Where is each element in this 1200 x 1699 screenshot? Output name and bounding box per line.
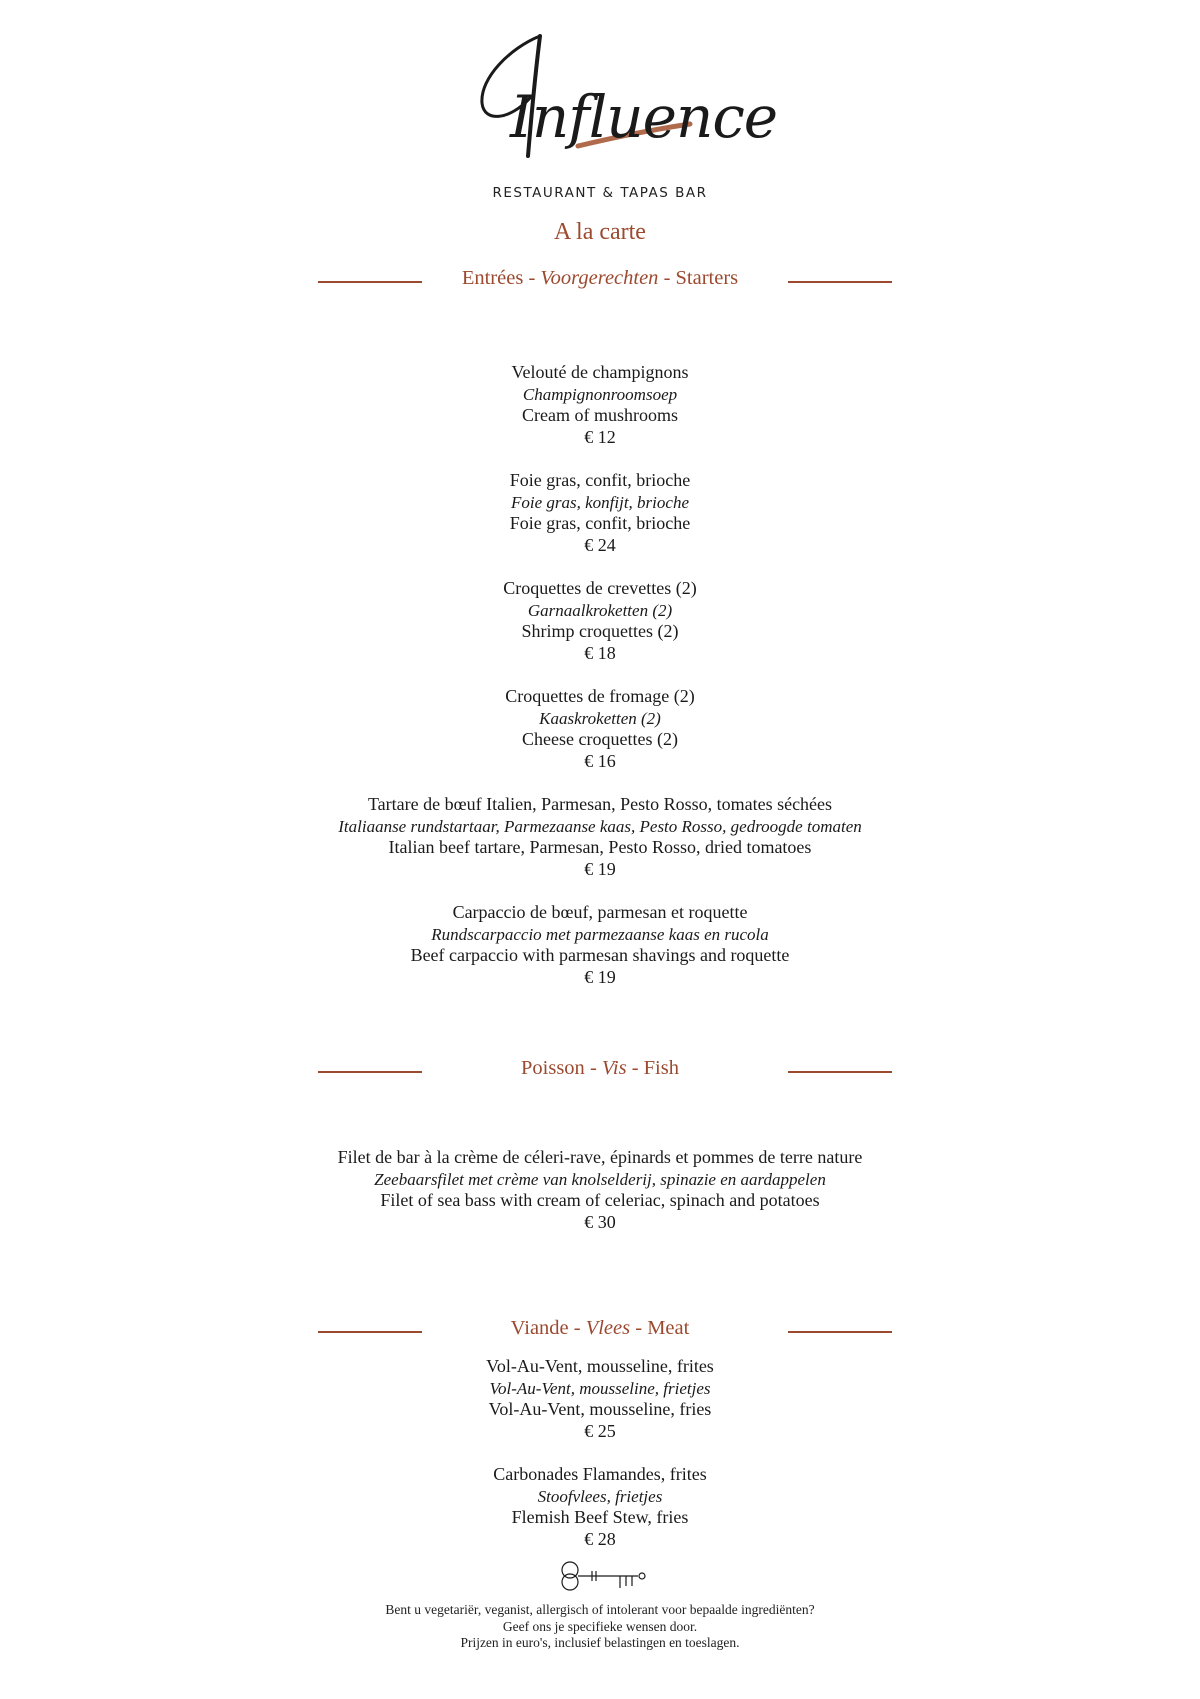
item-price: € 25 xyxy=(584,1420,616,1441)
menu-item: Velouté de champignons Champignonroomsoep Cream of mushrooms € 12 xyxy=(0,362,1200,448)
menu-item: Croquettes de crevettes (2) Garnaalkroketten (2) Shrimp croquettes (2) € 18 xyxy=(0,578,1200,664)
menu-item: Tartare de bœuf Italien, Parmesan, Pesto Rosso, tomates séchées Italiaanse rundstartaar, Parmezaanse kaas, Pesto Rosso, gedroogde tomaten Italian beef tartare, Parmesan, Pesto Rosso, dried tomatoes € 19 xyxy=(0,794,1200,880)
footer-note xyxy=(0,1602,1200,1652)
page-title: A la carte xyxy=(554,219,646,245)
divider-line xyxy=(788,1071,892,1073)
menu-item: Filet de bar à la crème de céleri-rave, épinards et pommes de terre nature Zeebaarsfilet met crème van knolselderij, spinazie en aardappelen Filet of sea bass with cream of celeriac, spinach and potatoes € 30 xyxy=(0,1147,1200,1233)
section-header-starters xyxy=(0,267,1200,297)
restaurant-logo xyxy=(470,28,778,208)
item-price: € 19 xyxy=(584,858,616,879)
item-price: € 28 xyxy=(584,1528,616,1549)
section-title: Entrées - Voorgerechten - Starters xyxy=(461,267,739,289)
section-title: Viande - Vlees - Meat xyxy=(510,1317,690,1339)
item-price: € 18 xyxy=(584,642,616,663)
divider-line xyxy=(788,1331,892,1333)
menu-item: Carpaccio de bœuf, parmesan et roquette Rundscarpaccio met parmezaanse kaas en rucola Beef carpaccio with parmesan shavings and roquette € 19 xyxy=(0,902,1200,988)
menu-item: Foie gras, confit, brioche Foie gras, konfijt, brioche Foie gras, confit, brioche € 24 xyxy=(0,470,1200,556)
divider-line xyxy=(788,281,892,283)
menu-item: Carbonades Flamandes, frites Stoofvlees, frietjes Flemish Beef Stew, fries € 28 xyxy=(0,1464,1200,1550)
section-header-fish xyxy=(0,1057,1200,1087)
menu-item: Vol-Au-Vent, mousseline, frites Vol-Au-Vent, mousseline, frietjes Vol-Au-Vent, mousseline, fries € 25 xyxy=(0,1356,1200,1442)
menu-item: Croquettes de fromage (2) Kaaskroketten (2) Cheese croquettes (2) € 16 xyxy=(0,686,1200,772)
logo-tagline: RESTAURANT & TAPAS BAR xyxy=(492,185,708,201)
logo-wordmark: Influence xyxy=(510,83,778,151)
item-price: € 12 xyxy=(584,426,616,447)
item-price: € 30 xyxy=(584,1211,616,1232)
footer-line: Prijzen in euro's, inclusief belastingen en toeslagen. xyxy=(460,1635,740,1650)
footer-line: Geef ons je specifieke wensen door. xyxy=(502,1618,698,1634)
item-price: € 16 xyxy=(584,750,616,771)
item-price: € 24 xyxy=(584,534,616,555)
item-price: € 19 xyxy=(584,966,616,987)
footer-line: Bent u vegetariër, veganist, allergisch of intolerant voor bepaalde ingrediënten? xyxy=(385,1602,815,1617)
section-title: Poisson - Vis - Fish xyxy=(521,1057,679,1079)
section-header-meat xyxy=(0,1317,1200,1347)
key-ornament-icon xyxy=(556,1556,656,1596)
